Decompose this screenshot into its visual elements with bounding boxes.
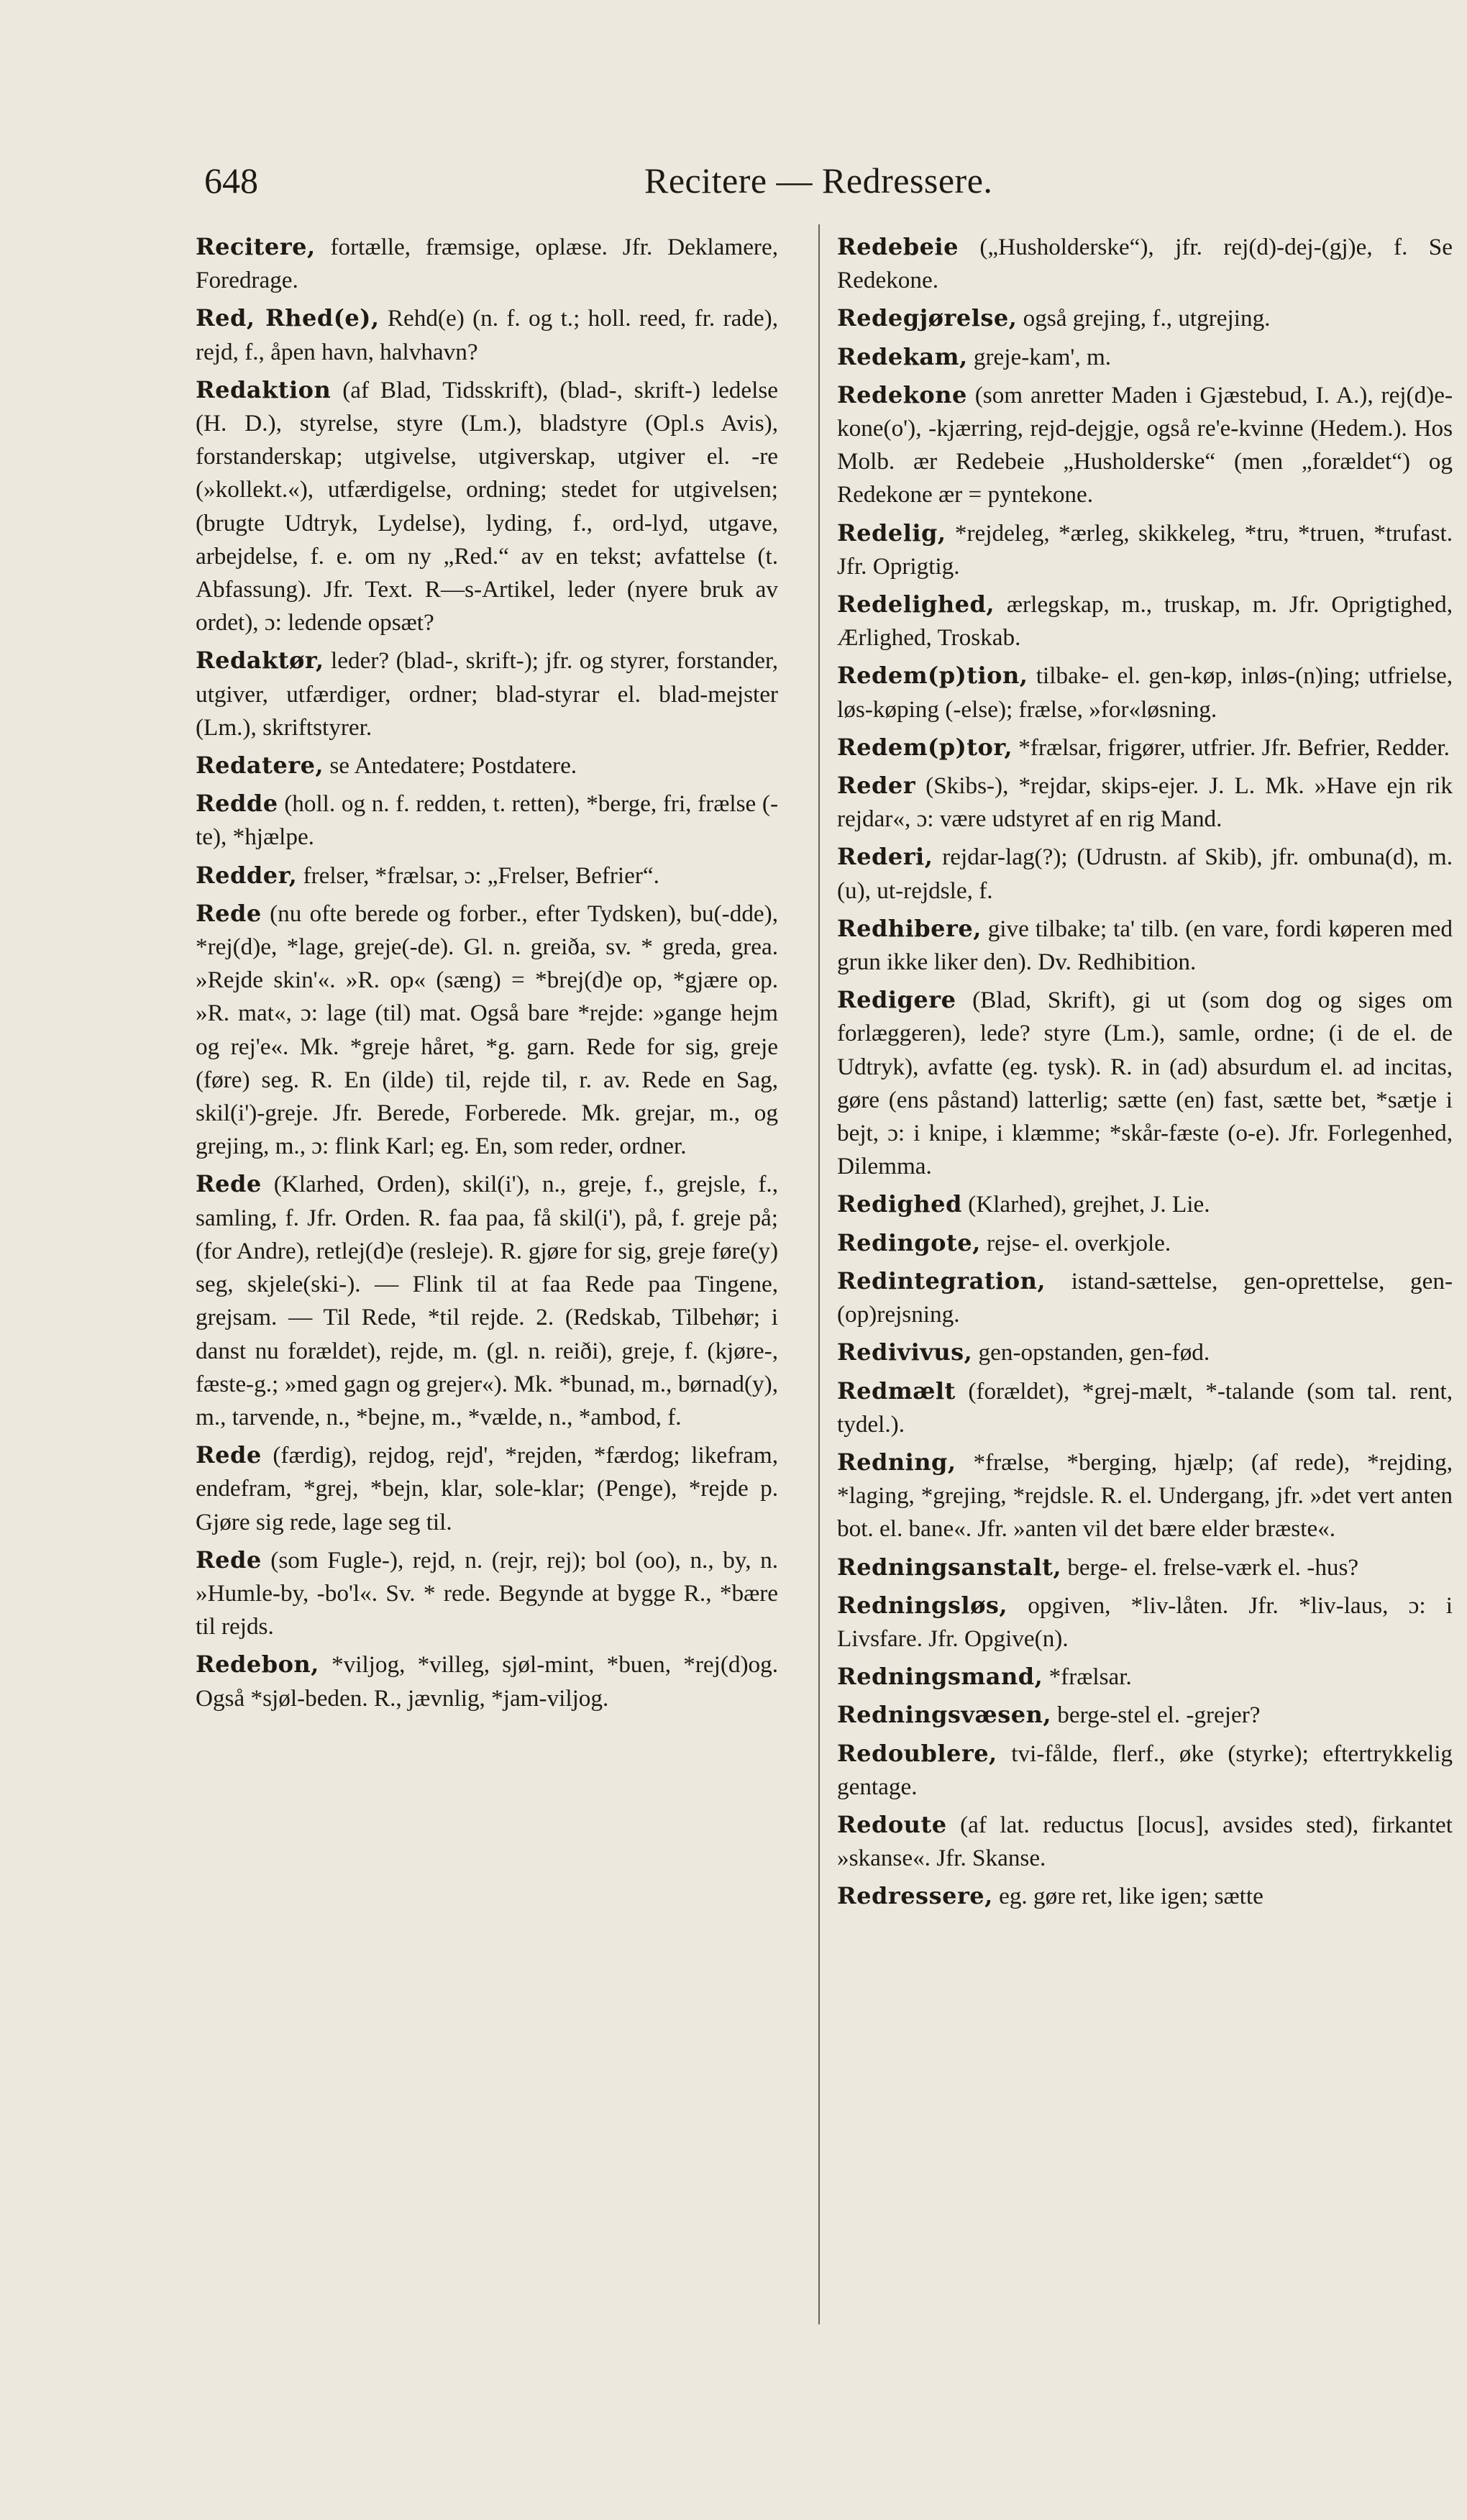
entry-headword: Red, Rhed(e), — [196, 304, 380, 332]
column-divider — [818, 224, 820, 2324]
entry-headword: Redningsløs, — [837, 1591, 1008, 1619]
dictionary-entry — [837, 912, 1453, 979]
entry-headword: Redigere — [837, 986, 956, 1014]
dictionary-entry — [837, 659, 1453, 726]
entry-definition: berge- el. frelse-værk el. -hus? — [1067, 1553, 1359, 1581]
entry-headword: Redem(p)tor, — [837, 733, 1013, 761]
entry-definition: („Husholderske“), jfr. rej(d)-dej-(gj)e, f. Se Redekone. — [837, 234, 1453, 294]
entry-headword: Redningsmand, — [837, 1663, 1043, 1691]
entry-definition: også grejing, f., utgrejing. — [1023, 305, 1271, 332]
dictionary-entry — [837, 769, 1453, 836]
entry-headword: Redelig, — [837, 519, 946, 547]
dictionary-entry — [837, 1737, 1453, 1804]
right-column — [837, 230, 1453, 1918]
entry-definition: *frælsar, frigører, utfrier. Jfr. Befrier, Redder. — [1018, 734, 1450, 761]
entry-headword: Redebon, — [196, 1651, 319, 1679]
entry-definition: *rejdeleg, *ærleg, skikkeleg, *tru, *truen, *trufast. Jfr. Oprigtig. — [837, 519, 1453, 580]
dictionary-entry — [837, 1187, 1453, 1221]
dictionary-entry — [837, 1226, 1453, 1260]
entry-definition: (som Fugle-), rejd, n. (rejr, rej); bol (oo), n., by, n. »Humle-by, -bo'l«. Sv. * rede. Begynde at bygge R., *bære til rejds. — [196, 1546, 779, 1640]
entry-headword: Redaktør, — [196, 647, 324, 675]
entry-headword: Rede — [196, 899, 262, 927]
entry-definition: (af lat. reductus [locus], avsides sted), firkantet »skanse«. Jfr. Skanse. — [837, 1811, 1453, 1872]
entry-definition: rejdar-lag(?); (Udrustn. af Skib), jfr. ombuna(d), m. (u), ut-rejdsle, f. — [837, 844, 1453, 904]
dictionary-entry — [837, 731, 1453, 764]
entry-headword: Redebeie — [837, 233, 959, 260]
entry-definition: (Klarhed, Orden), skil(i'), n., greje, f., grejsle, f., samling, f. Jfr. Orden. R. faa paa, få skil(i'), på, f. greje på; (for Andre), retlej(d)e (resleje). R. gjøre for sig, greje føre(y) seg, skjele(ski-). — Flink til at faa Rede paa Tingene, grejsam. — Til Rede, *til rejde. 2. (Redskab, Tilbehør; i danst nu forældet), rejde, m. (gl. n. reiði), greje, f. (kjøre-, fæste-g.; »med gagn og grejer«). Mk. *bunad, m., børnad(y), m., tarvende, n., *bejne, m., *vælde, n., *ambod, f. — [196, 1171, 778, 1430]
entry-headword: Redder, — [196, 861, 298, 889]
left-column — [196, 230, 778, 1720]
dictionary-entry — [837, 1264, 1453, 1331]
dictionary-entry — [837, 1336, 1453, 1369]
entry-headword: Redighed — [837, 1190, 962, 1218]
entry-headword: Redningsanstalt, — [837, 1553, 1062, 1581]
entry-headword: Redaktion — [196, 375, 332, 403]
entry-headword: Redningsvæsen, — [837, 1701, 1051, 1729]
page-number: 648 — [204, 160, 258, 201]
entry-definition: rejse- el. overkjole. — [987, 1229, 1171, 1256]
entry-definition: frelser, *frælsar, ɔ: „Frelser, Befrier“. — [303, 862, 659, 889]
dictionary-entry — [837, 1698, 1453, 1732]
entry-headword: Redivivus, — [837, 1338, 973, 1366]
entry-headword: Redekam, — [837, 342, 968, 370]
entry-definition: (forældet), *grej-mælt, *-talande (som tal. rent, tydel.). — [837, 1377, 1453, 1438]
dictionary-entry — [837, 1589, 1453, 1656]
dictionary-entry — [837, 340, 1453, 374]
entry-headword: Rede — [196, 1546, 262, 1574]
dictionary-entry — [196, 1543, 778, 1644]
entry-definition: (færdig), rejdog, rejd', *rejden, *færdog; likefram, endefram, *grej, *bejn, klar, sole-klar; (Penge), *rejde p. Gjøre sig rede, lage seg til. — [196, 1442, 779, 1535]
entry-definition: (Blad, Skrift), gi ut (som dog og siges om forlæggeren), lede? styre (Lm.), samle, ordne; (i de el. de Udtryk), avfatte (eg. tysk). R. in (ad) absurdum el. ad incitas, gøre (ens påstand) latterlig; sætte (en) fast, sætte bet, *sætje i bejt, ɔ: i knipe, i klæmme; *skår-fæste (o-e). Jfr. Forlegenhed, Dilemma. — [837, 987, 1453, 1180]
entry-headword: Redegjørelse, — [837, 304, 1018, 332]
entry-headword: Redressere, — [837, 1882, 993, 1910]
entry-headword: Reder — [837, 772, 916, 800]
entry-definition: eg. gøre ret, like igen; sætte — [999, 1883, 1263, 1910]
dictionary-entry — [196, 897, 778, 1164]
dictionary-entry — [837, 1374, 1453, 1441]
entry-headword: Redoute — [837, 1810, 947, 1838]
entry-headword: Redoublere, — [837, 1739, 997, 1767]
dictionary-entry — [837, 516, 1453, 583]
dictionary-entry — [837, 301, 1453, 335]
entry-headword: Redingote, — [837, 1228, 981, 1256]
entry-definition: *frælse, *berging, hjælp; (af rede), *rejding, *laging, *grejing, *rejdsle. R. el. Undergang, jfr. »det vert anten bot. el. bane«. Jfr. »anten vil det bære elder bræste«. — [837, 1448, 1453, 1543]
entry-definition: tilbake- el. gen-køp, inløs-(n)ing; utfrielse, løs-køping (-else); frælse, »for«løsning. — [837, 662, 1453, 723]
dictionary-entry — [837, 1879, 1453, 1913]
entry-headword: Redmælt — [837, 1377, 956, 1405]
dictionary-entry — [837, 1660, 1453, 1694]
dictionary-entry — [837, 1808, 1453, 1875]
entry-headword: Redekone — [837, 380, 967, 408]
entry-headword: Redintegration, — [837, 1266, 1046, 1295]
dictionary-entry — [837, 230, 1453, 297]
entry-definition: (holl. og n. f. redden, t. retten), *berge, fri, frælse (-te), *hjælpe. — [196, 790, 778, 851]
entry-definition: istand-sættelse, gen-oprettelse, gen-(op)rejsning. — [837, 1267, 1453, 1328]
entry-definition: berge-stel el. -grejer? — [1057, 1702, 1261, 1729]
entry-definition: greje-kam', m. — [973, 343, 1112, 370]
entry-definition: se Antedatere; Postdatere. — [329, 752, 577, 780]
entry-definition: Rehd(e) (n. f. og t.; holl. reed, fr. rade), rejd, f., åpen havn, halvhavn? — [196, 305, 779, 365]
dictionary-entry — [196, 1648, 778, 1715]
entry-definition: *frælsar. — [1048, 1663, 1132, 1691]
entry-definition: tvi-fålde, flerf., øke (styrke); eftertrykkelig gentage. — [837, 1740, 1453, 1800]
entry-definition: (af Blad, Tidsskrift), (blad-, skrift-) ledelse (H. D.), styrelse, styre (Lm.), bladstyre (Opl.s Avis), forstanderskap; utgivelse, utgiverskap, utgiver el. -re (»kollekt.«), utfærdigelse, ordning; stedet for utgivelsen; (brugte Udtryk, Lydelse), lyding, f., ord-lyd, utgave, arbejdelse, f. e. om ny „Red.“ av en tekst; avfattelse (t. Abfassung). Jfr. Text. R—s-Artikel, leder (nyere bruk av ordet), ɔ: ledende opsæt? — [196, 376, 778, 636]
entry-definition: opgiven, *liv-låten. Jfr. *liv-laus, ɔ: i Livsfare. Jfr. Opgive(n). — [837, 1592, 1453, 1652]
entry-definition: (Klarhed), grejhet, J. Lie. — [968, 1191, 1210, 1218]
entry-headword: Recitere, — [196, 233, 316, 260]
entry-definition: gen-opstanden, gen-fød. — [978, 1339, 1210, 1366]
entry-definition: (Skibs-), *rejdar, skips-ejer. J. L. Mk. »Have ejn rik rejdar«, ɔ: være udstyret af en rig Mand. — [837, 772, 1453, 833]
dictionary-entry — [837, 983, 1453, 1183]
dictionary-entry — [837, 378, 1453, 512]
entry-headword: Redning, — [837, 1448, 956, 1476]
dictionary-entry — [196, 230, 778, 297]
dictionary-entry — [837, 840, 1453, 907]
entry-definition: *viljog, *villeg, sjøl-mint, *buen, *rej(d)og. Også *sjøl-beden. R., jævnlig, *jam-viljog. — [196, 1651, 778, 1712]
dictionary-entry — [196, 1438, 778, 1539]
dictionary-entry — [196, 787, 778, 854]
entry-definition: (som anretter Maden i Gjæstebud, I. A.), rej(d)e-kone(o'), -kjærring, rejd-dejgje, også re'e-kvinne (Hedem.). Hos Molb. ær Redebeie „Husholderske“ (men „forældet“) og Redekone ær = pyntekone. — [837, 381, 1453, 508]
dictionary-entry — [196, 1167, 778, 1434]
dictionary-entry — [837, 1446, 1453, 1546]
running-title: Recitere — Redressere. — [644, 160, 993, 201]
entry-headword: Redelighed, — [837, 590, 995, 618]
entry-headword: Rede — [196, 1170, 262, 1198]
entry-definition: give tilbake; ta' tilb. (en vare, fordi køperen med grun ikke liker den). Dv. Redhibition. — [837, 915, 1453, 976]
dictionary-entry — [196, 749, 778, 782]
entry-headword: Rederi, — [837, 843, 933, 871]
entry-headword: Redhibere, — [837, 914, 982, 942]
entry-headword: Redde — [196, 790, 278, 818]
page-header — [204, 160, 1340, 210]
dictionary-entry — [837, 588, 1453, 654]
entry-headword: Redatere, — [196, 752, 324, 780]
entry-headword: Rede — [196, 1441, 262, 1469]
dictionary-entry — [196, 644, 778, 744]
entry-headword: Redem(p)tion, — [837, 662, 1028, 690]
entry-definition: fortælle, fræmsige, oplæse. Jfr. Deklamere, Foredrage. — [196, 234, 779, 294]
entry-definition: leder? (blad-, skrift-); jfr. og styrer, forstander, utgiver, utfærdiger, ordner; blad-styrar el. blad-mejster (Lm.), skriftstyrer. — [196, 647, 778, 741]
dictionary-entry — [837, 1551, 1453, 1584]
dictionary-entry — [196, 301, 778, 368]
entry-definition: ærlegskap, m., truskap, m. Jfr. Oprigtighed, Ærlighed, Troskab. — [837, 591, 1453, 652]
entry-definition: (nu ofte berede og forber., efter Tydsken), bu(-dde), *rej(d)e, *lage, greje(-de). Gl. n. greiða, sv. * greda, grea. »Rejde skin'«. »R. op« (sæng) = *brej(d)e op, *gjære op. »R. mat«, ɔ: lage (til) mat. Også bare *rejde: »gange hejm og rej'e«. Mk. *greje håret, *g. garn. Rede for sig, greje (føre) seg. R. En (ilde) til, rejde til, r. av. Rede en Sag, skil(i')-greje. Jfr. Berede, Forberede. Mk. grejar, m., og grejing, m., ɔ: flink Karl; eg. En, som reder, ordner. — [196, 900, 778, 1160]
dictionary-entry — [196, 373, 778, 640]
dictionary-entry — [196, 859, 778, 892]
